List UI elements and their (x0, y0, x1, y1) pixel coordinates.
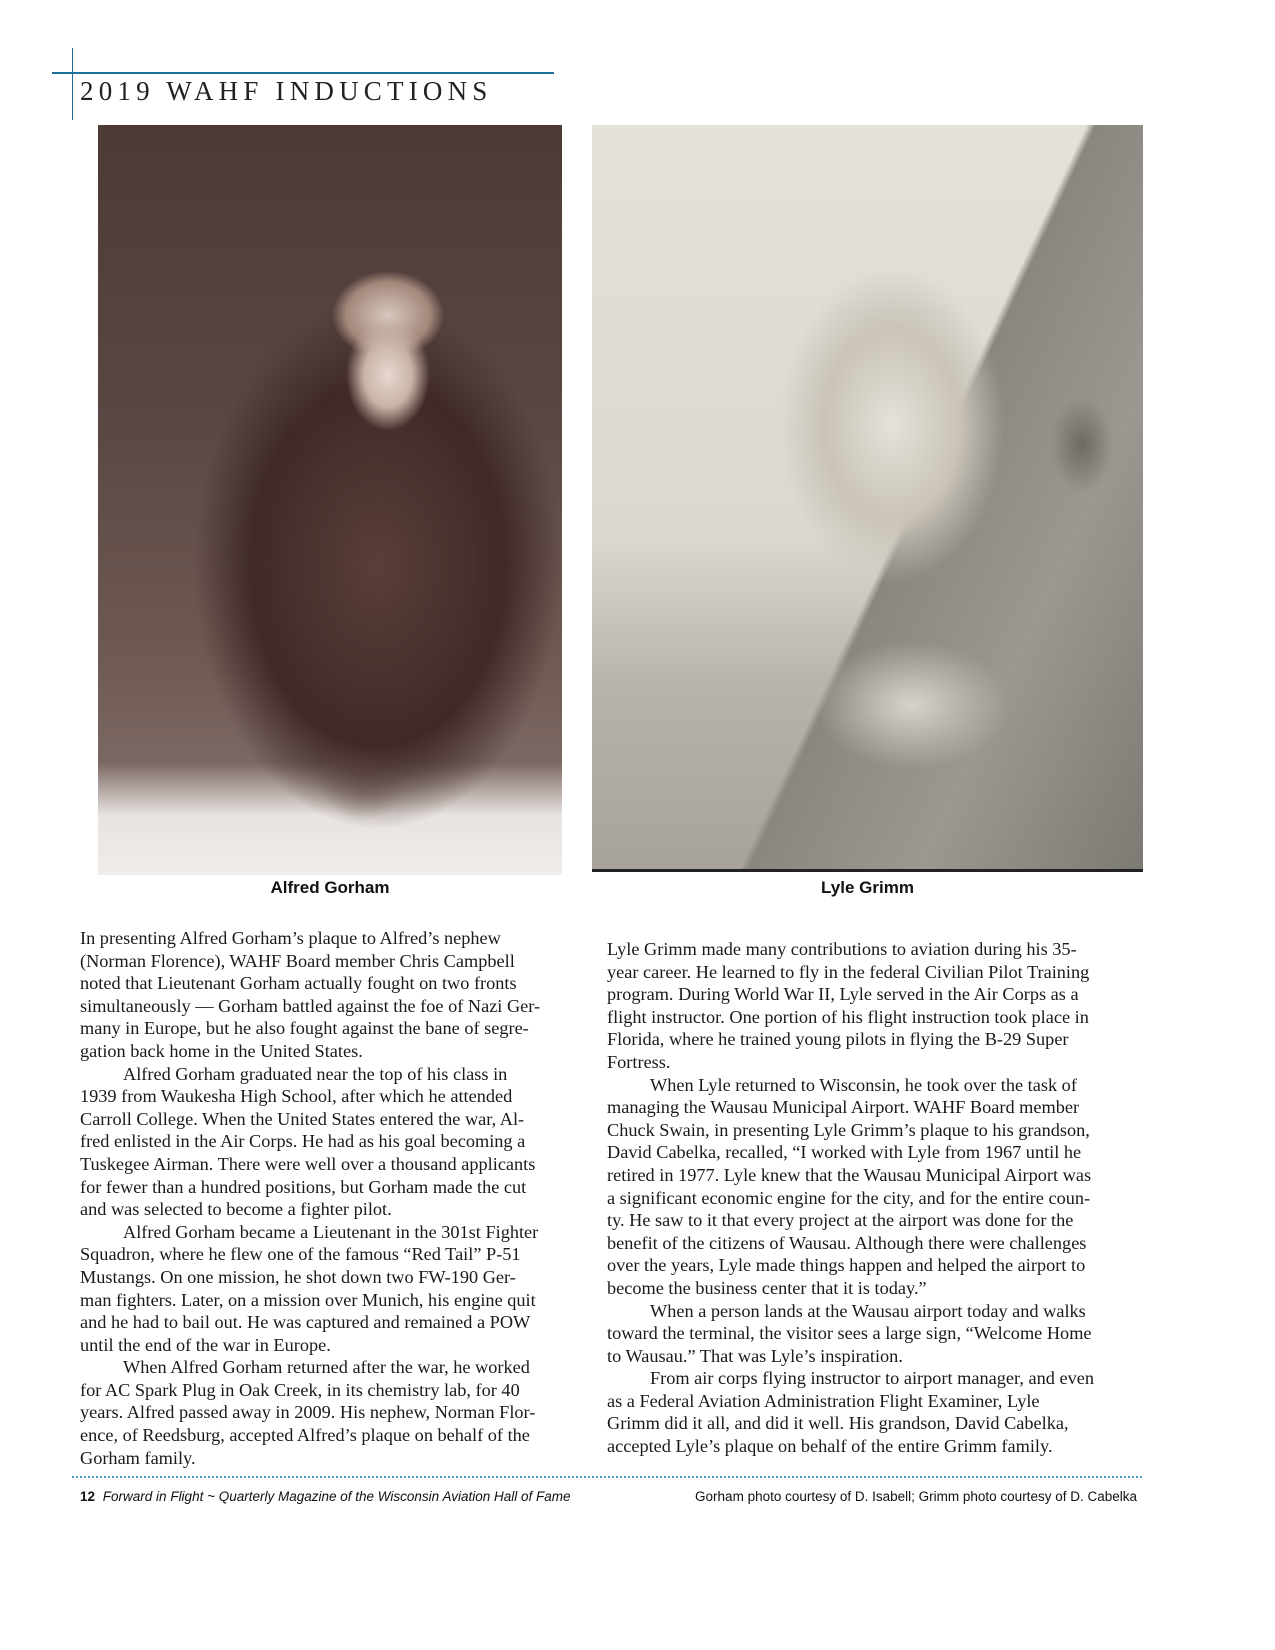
caption-alfred-gorham: Alfred Gorham (270, 878, 390, 897)
text-line: noted that Lieutenant Gorham actually fought on two fronts (80, 973, 517, 994)
text-line: to Wausau.” That was Lyle’s inspiration. (607, 1345, 903, 1366)
text-line: From air corps flying instructor to airport manager, and even (650, 1368, 1094, 1389)
text-line: ty. He saw to it that every project at the airport was done for the (607, 1210, 1074, 1231)
publication-name: Forward in Flight ~ Quarterly Magazine of the Wisconsin Aviation Hall of Fame (102, 1489, 571, 1504)
text-line: When a person lands at the Wausau airport today and walks (650, 1300, 1086, 1321)
article-paragraph (607, 1074, 1137, 1300)
text-line: as a Federal Aviation Administration Flight Examiner, Lyle (607, 1390, 1040, 1411)
article-paragraph (80, 1356, 580, 1469)
text-line: Alfred Gorham graduated near the top of his class in (123, 1063, 508, 1084)
text-line: When Alfred Gorham returned after the war, he worked (123, 1357, 530, 1378)
article-paragraph (607, 1367, 1137, 1457)
text-line: gation back home in the United States. (80, 1040, 363, 1061)
text-line: fred enlisted in the Air Corps. He had as his goal becoming a (80, 1131, 526, 1152)
text-line: Florida, where he trained young pilots in flying the B-29 Super (607, 1029, 1069, 1050)
caption-lyle-grimm: Lyle Grimm (821, 878, 914, 897)
text-line: and was selected to become a fighter pilot. (80, 1199, 392, 1220)
header-horizontal-rule (52, 72, 554, 74)
text-line: Squadron, where he flew one of the famous “Red Tail” P-51 (80, 1244, 521, 1265)
text-line: (Norman Florence), WAHF Board member Chris Campbell (80, 950, 515, 971)
text-line: for fewer than a hundred positions, but Gorham made the cut (80, 1176, 527, 1197)
text-line: man fighters. Later, on a mission over Munich, his engine quit (80, 1289, 536, 1310)
photo-lyle-grimm (592, 125, 1143, 872)
text-line: accepted Lyle’s plaque on behalf of the entire Grimm family. (607, 1436, 1053, 1457)
section-title: 2019 WAHF INDUCTIONS (80, 76, 493, 106)
text-line: Chuck Swain, in presenting Lyle Grimm’s plaque to his grandson, (607, 1119, 1090, 1140)
text-line: managing the Wausau Municipal Airport. WAHF Board member (607, 1097, 1080, 1118)
text-line: and he had to bail out. He was captured and remained a POW (80, 1312, 531, 1333)
article-paragraph (607, 938, 1137, 1074)
text-line: for AC Spark Plug in Oak Creek, in its chemistry lab, for 40 (80, 1379, 520, 1400)
header-vertical-rule (72, 48, 73, 120)
text-line: simultaneously — Gorham battled against the foe of Nazi Ger- (80, 995, 541, 1016)
text-line: retired in 1977. Lyle knew that the Wausau Municipal Airport was (607, 1164, 1092, 1185)
text-line: benefit of the citizens of Wausau. Although there were challenges (607, 1232, 1087, 1253)
article-gorham (80, 927, 580, 1469)
text-line: many in Europe, but he also fought against the bane of segre- (80, 1018, 529, 1039)
text-line: Gorham family. (80, 1447, 196, 1468)
article-grimm (607, 938, 1137, 1458)
text-line: Tuskegee Airman. There were well over a thousand applicants (80, 1153, 536, 1174)
text-line: over the years, Lyle made things happen and helped the airport to (607, 1255, 1086, 1276)
text-line: year career. He learned to fly in the federal Civilian Pilot Training (607, 961, 1090, 982)
text-line: a significant economic engine for the city, and for the entire coun- (607, 1187, 1091, 1208)
footer-publication (80, 1489, 571, 1504)
text-line: until the end of the war in Europe. (80, 1334, 331, 1355)
photo-credits: Gorham photo courtesy of D. Isabell; Grimm photo courtesy of D. Cabelka (695, 1489, 1137, 1504)
text-line: toward the terminal, the visitor sees a large sign, “Welcome Home (607, 1323, 1092, 1344)
text-line: David Cabelka, recalled, “I worked with Lyle from 1967 until he (607, 1142, 1082, 1163)
text-line: 1939 from Waukesha High School, after which he attended (80, 1086, 513, 1107)
page-number: 12 (80, 1489, 96, 1504)
text-line: Carroll College. When the United States entered the war, Al- (80, 1108, 525, 1129)
text-line: become the business center that it is today.” (607, 1277, 927, 1298)
text-line: Lyle Grimm made many contributions to aviation during his 35- (607, 939, 1077, 959)
article-paragraph (80, 1221, 580, 1357)
text-line: years. Alfred passed away in 2009. His nephew, Norman Flor- (80, 1402, 536, 1423)
article-paragraph (80, 1063, 580, 1221)
text-line: program. During World War II, Lyle served in the Air Corps as a (607, 984, 1079, 1005)
text-line: Grimm did it all, and did it well. His grandson, David Cabelka, (607, 1413, 1069, 1434)
text-line: ence, of Reedsburg, accepted Alfred’s plaque on behalf of the (80, 1425, 530, 1446)
text-line: In presenting Alfred Gorham’s plaque to Alfred’s nephew (80, 928, 501, 948)
text-line: Alfred Gorham became a Lieutenant in the 301st Fighter (123, 1221, 539, 1242)
article-paragraph (80, 927, 580, 1063)
text-line: Fortress. (607, 1051, 671, 1072)
text-line: When Lyle returned to Wisconsin, he took over the task of (650, 1074, 1077, 1095)
footer-dotted-rule (72, 1476, 1142, 1478)
text-line: flight instructor. One portion of his flight instruction took place in (607, 1006, 1089, 1027)
photo-alfred-gorham (98, 125, 562, 875)
text-line: Mustangs. On one mission, he shot down two FW-190 Ger- (80, 1266, 516, 1287)
article-paragraph (607, 1300, 1137, 1368)
